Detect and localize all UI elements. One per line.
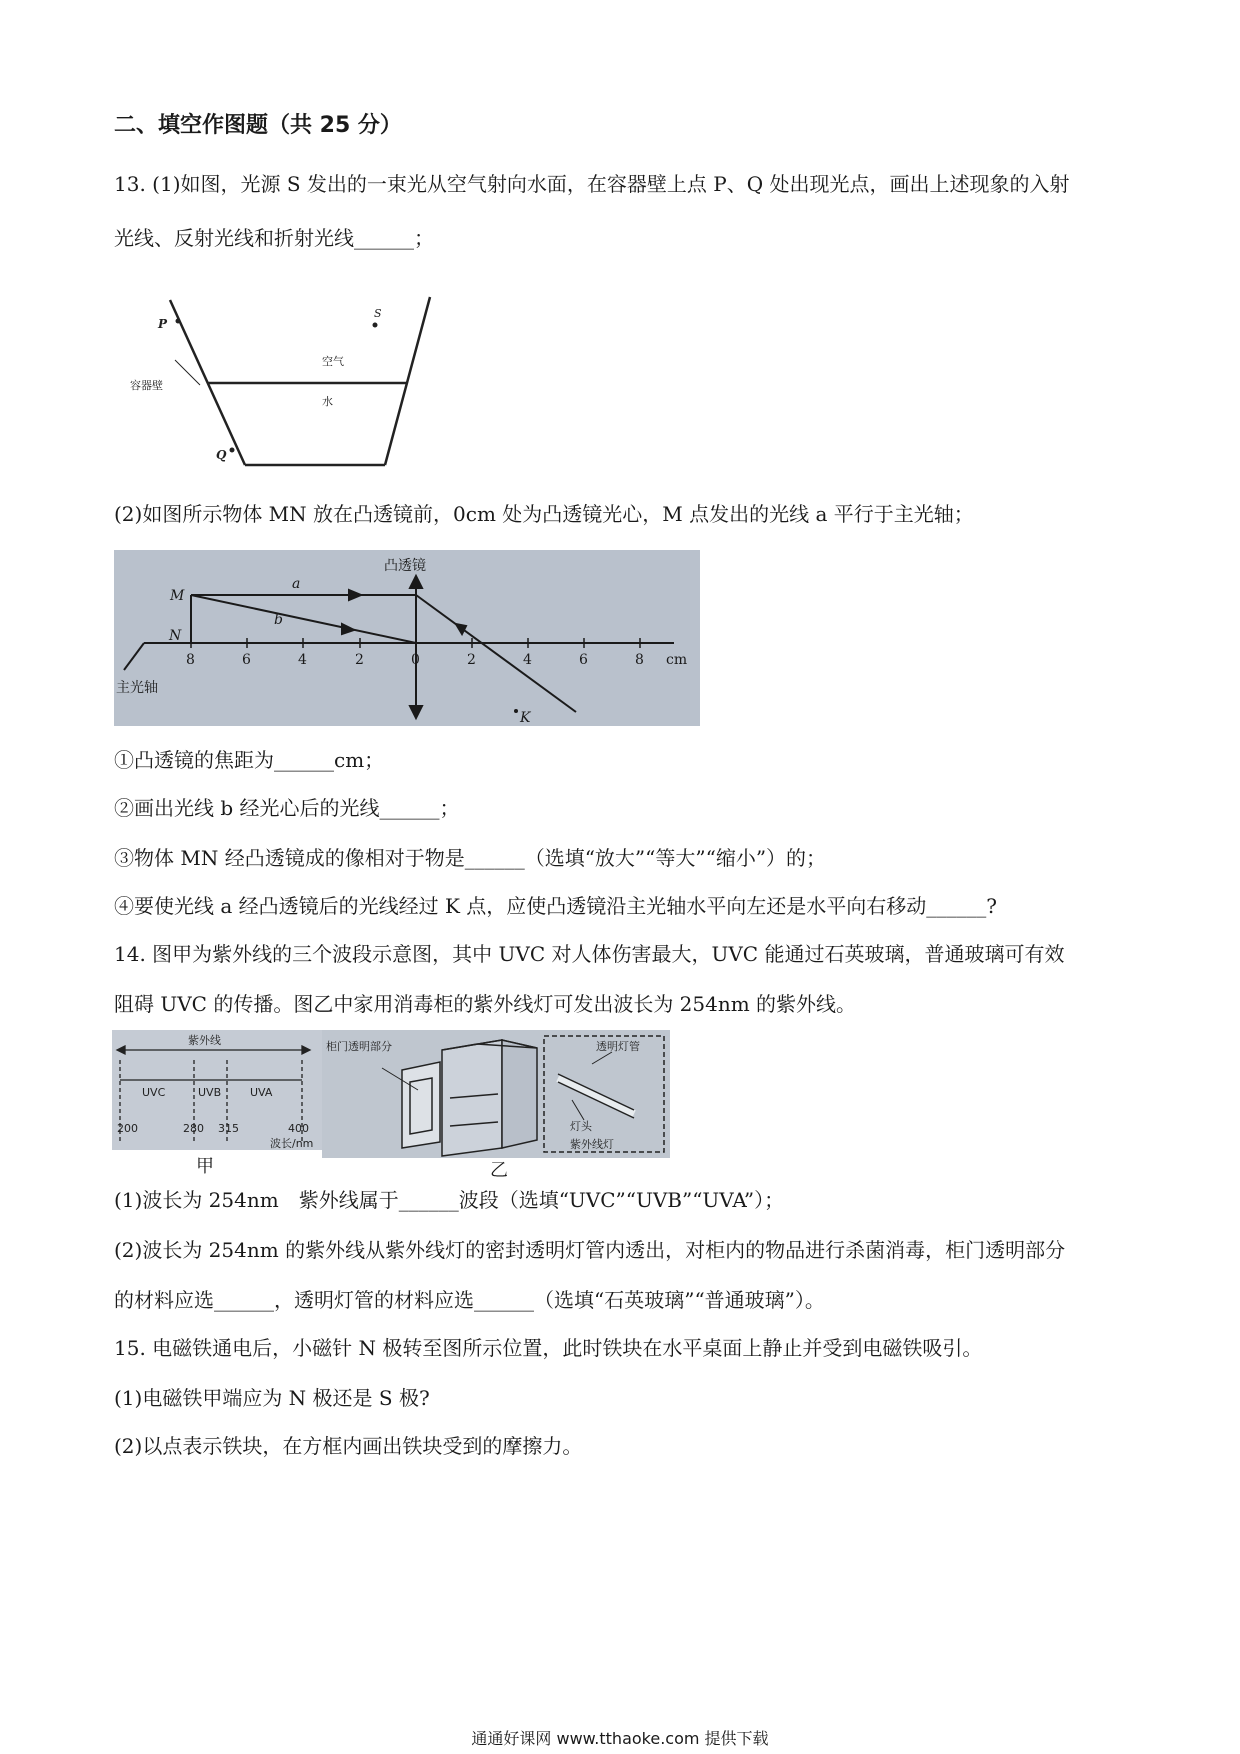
q14-line-1: 14. 图甲为紫外线的三个波段示意图，其中 UVC 对人体伤害最大，UVC 能通过石英玻璃，普通玻璃可有效	[114, 942, 1065, 966]
wall-pointer	[175, 360, 200, 385]
tick-2: 4	[298, 652, 307, 668]
q15-part-1: (1)电磁铁甲端应为 N 极还是 S 极?	[114, 1386, 430, 1410]
wavelength-unit: 波长/nm	[270, 1137, 314, 1150]
uv-title: 紫外线	[188, 1034, 221, 1047]
q14-line-2: 阻碍 UVC 的传播。图乙中家用消毒柜的紫外线灯可发出波长为 254nm 的紫外线。	[114, 992, 857, 1016]
caption-jia: 甲	[196, 1156, 214, 1177]
footer: 通通好课网 www.tthaoke.com 提供下载	[471, 1729, 769, 1748]
point-p	[176, 319, 181, 324]
tick-4: 0	[411, 652, 420, 668]
q13-sub-2: ②画出光线 b 经光心后的光线______；	[114, 796, 460, 820]
cabinet-side	[502, 1040, 537, 1148]
lens-label: 凸透镜	[384, 558, 426, 574]
tube-label: 透明灯管	[596, 1040, 640, 1053]
band-uvb: UVB	[198, 1086, 222, 1099]
q15-part-2: (2)以点表示铁块，在方框内画出铁块受到的摩擦力。	[114, 1434, 583, 1458]
label-a: a	[292, 576, 301, 592]
band-uvc: UVC	[142, 1086, 166, 1099]
cabinet-door	[402, 1062, 440, 1148]
label-k: K	[520, 710, 531, 726]
label-p: P	[158, 317, 168, 331]
tick-3: 2	[355, 652, 364, 668]
axis-label: 主光轴	[116, 680, 158, 696]
caption-yi: 乙	[490, 1160, 508, 1181]
container-figure	[120, 285, 460, 475]
tick-315: 315	[218, 1122, 239, 1135]
section-heading: 二、填空作图题（共 25 分）	[114, 113, 402, 138]
label-air: 空气	[322, 355, 344, 368]
door-label: 柜门透明部分	[326, 1040, 392, 1053]
q14-part-1: (1)波长为 254nm 紫外线属于______波段（选填“UVC”“UVB”“UVA”）；	[114, 1188, 785, 1212]
tick-1: 6	[242, 652, 251, 668]
q15-line-1: 15. 电磁铁通电后，小磁针 N 极转至图所示位置，此时铁块在水平桌面上静止并受到电磁铁吸引。	[114, 1336, 983, 1360]
point-s	[373, 323, 378, 328]
q13-sub-1: ①凸透镜的焦距为______cm；	[114, 748, 385, 772]
label-q: Q	[216, 448, 227, 462]
q13-line-2: 光线、反射光线和折射光线______；	[114, 226, 434, 250]
tick-280: 280	[183, 1122, 204, 1135]
q13-part-2: (2)如图所示物体 MN 放在凸透镜前，0cm 处为凸透镜光心，M 点发出的光线 a 平行于主光轴；	[114, 502, 974, 526]
unit-label: cm	[666, 652, 688, 668]
tick-7: 6	[579, 652, 588, 668]
cabinet-figure	[322, 1030, 670, 1158]
tick-5: 2	[467, 652, 476, 668]
label-n: N	[169, 628, 182, 644]
q13-line-1: 13. (1)如图，光源 S 发出的一束光从空气射向水面，在容器壁上点 P、Q 处出现光点，画出上述现象的入射	[114, 172, 1070, 196]
lens-figure	[114, 550, 700, 726]
label-m: M	[170, 588, 185, 604]
tick-200: 200	[117, 1122, 138, 1135]
lens-figure-background	[114, 550, 700, 726]
label-b: b	[274, 612, 283, 628]
q13-sub-4: ④要使光线 a 经凸透镜后的光线经过 K 点，应使凸透镜沿主光轴水平向左还是水平向右移动______?	[114, 894, 998, 918]
label-s: S	[374, 307, 382, 320]
tick-6: 4	[523, 652, 532, 668]
point-q	[230, 448, 235, 453]
lamp-label: 紫外线灯	[570, 1138, 614, 1151]
band-uva: UVA	[250, 1086, 273, 1099]
q14-part-2b: 的材料应选______，透明灯管的材料应选______（选填“石英玻璃”“普通玻璃”）。	[114, 1288, 825, 1312]
label-water: 水	[322, 395, 333, 408]
uv-bands-figure	[112, 1030, 322, 1150]
tick-400: 400	[288, 1122, 309, 1135]
tick-8: 8	[635, 652, 644, 668]
head-label: 灯头	[570, 1120, 592, 1133]
tick-0: 8	[186, 652, 195, 668]
point-k	[514, 709, 518, 713]
right-wall	[385, 297, 430, 465]
label-wall: 容器壁	[130, 379, 163, 392]
q13-sub-3: ③物体 MN 经凸透镜成的像相对于物是______（选填“放大”“等大”“缩小”）的；	[114, 846, 827, 870]
q14-part-2a: (2)波长为 254nm 的紫外线从紫外线灯的密封透明灯管内透出，对柜内的物品进行杀菌消毒，柜门透明部分	[114, 1238, 1066, 1262]
